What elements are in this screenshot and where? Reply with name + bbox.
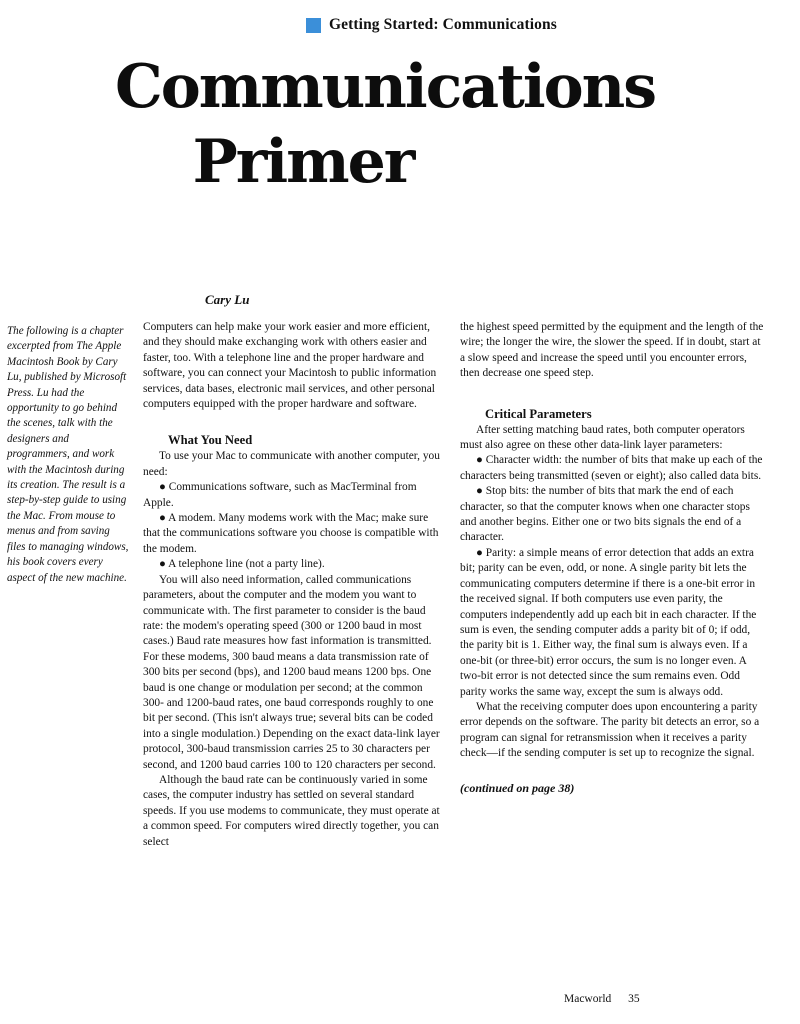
section-header bbox=[306, 16, 557, 34]
body-column-1 bbox=[143, 320, 443, 850]
bullet-character-width: ● Character width: the number of bits that make up each of the characters being transmitted (seven or eight); also called data bits. bbox=[460, 454, 763, 482]
heading-critical-parameters: Critical Parameters bbox=[485, 406, 592, 421]
baud-rate-vary-paragraph: Although the baud rate can be continuously varied in some cases, the computer industry has settled on several standard speeds. If you use modems to communicate, they must operate at a common speed. For computers wired directly together, you can select bbox=[143, 773, 440, 848]
section-marker-square bbox=[306, 18, 321, 33]
baud-paragraph: You will also need information, called communications parameters, about the computer and the modem you want to communicate with. The first parameter to consider is the baud rate: the modem's operating speed (300 or 1200 baud in most cases.) Baud rate measures how fast information is transmitted. For these modems, 300 baud means a data transmission rate of 300 bits per second (bps), and 1200 baud means 1200 bps. One baud is one change or modulation per second; at the common 300- and 1200-baud rates, one baud corresponds roughly to one bit per second. (This isn't always true; several bits can be coded into a single modulation.) Depending on the exact data-link layer protocol, 300-baud transmission carries 25 to 30 characters per second, and 1200 baud carries 100 to 120 characters per second. bbox=[143, 573, 440, 771]
bullet-stop-bits: ● Stop bits: the number of bits that mark the end of each character, so that the computer knows when one character stops and another begins. Either one or two bits signals the end of a character. bbox=[460, 485, 750, 544]
page-footer bbox=[564, 993, 654, 1005]
body-column-2 bbox=[460, 320, 766, 796]
heading-what-you-need: What You Need bbox=[168, 433, 253, 448]
article-title-line2: Primer bbox=[192, 127, 414, 197]
continued-note: (continued on page 38) bbox=[460, 780, 575, 795]
bullet-telephone-line: ● A telephone line (not a party line). bbox=[159, 558, 325, 571]
continuation-paragraph: the highest speed permitted by the equipment and the length of the wire; the longer the wire, the slower the speed. If in doubt, start at a slow speed and increase the speed until you encounter errors, then decrease one speed step. bbox=[460, 321, 764, 380]
intro-sidebar: The following is a chapter excerpted from The Apple Macintosh Book by Cary Lu, published by Microsoft Press. Lu had the opportunity to go behind the scenes, talk with the designers and programmers, and work with the Macintosh during its creation. The result is a step-by-step guide to using the Mac. From mouse to menus and from saving files to managing windows, his book covers every aspect of the new machine. bbox=[7, 325, 129, 584]
after-paragraph: After setting matching baud rates, both computer operators must also agree on these other data-link layer parameters: bbox=[460, 423, 745, 452]
page-number: 35 bbox=[628, 993, 640, 1005]
magazine-name: Macworld bbox=[564, 993, 612, 1005]
article-title-line1: Communications bbox=[114, 52, 656, 122]
section-title: Getting Started: Communications bbox=[329, 16, 557, 33]
author-byline: Cary Lu bbox=[205, 292, 250, 307]
intro-paragraph: Computers can help make your work easier and more efficient, and they should make exchanging work with others easier and faster, too. With a telephone line and the proper hardware and software, you can connect your Macintosh to public information services, data bases, electronic mail services, and other personal computers equipped with the proper hardware and software. bbox=[143, 321, 437, 411]
receiving-paragraph: What the receiving computer does upon encountering a parity error depends on the software. The parity bit detects an error, so a program can signal for retransmission when it receives a parity check—if the sending computer is set up to recognize the signal. bbox=[460, 700, 760, 760]
bullet-software: ● Communications software, such as MacTerminal from Apple. bbox=[143, 481, 417, 509]
bullet-parity: ● Parity: a simple means of error detection that adds an extra bit; parity can be even, odd, or none. A single parity bit lets the communicating computers determine if there is a one-bit error in the received signal. If both computers use even parity, the computers independently add up each bit in each character. If the sum is even, the sending computer adds a parity bit of 0; if odd, the parity bit is 1. Either way, the final sum is always even. If a one-bit (or three-bit) error occurs, the sum is no longer even. A two-bit error is not detected since the sum remains even. Odd parity works the same way, except the sum is always odd. bbox=[460, 546, 757, 698]
need-paragraph: To use your Mac to communicate with another computer, you need: bbox=[143, 450, 440, 478]
bullet-modem: ● A modem. Many modems work with the Mac; make sure that the communications software you choose is compatible with the modem. bbox=[143, 512, 439, 555]
